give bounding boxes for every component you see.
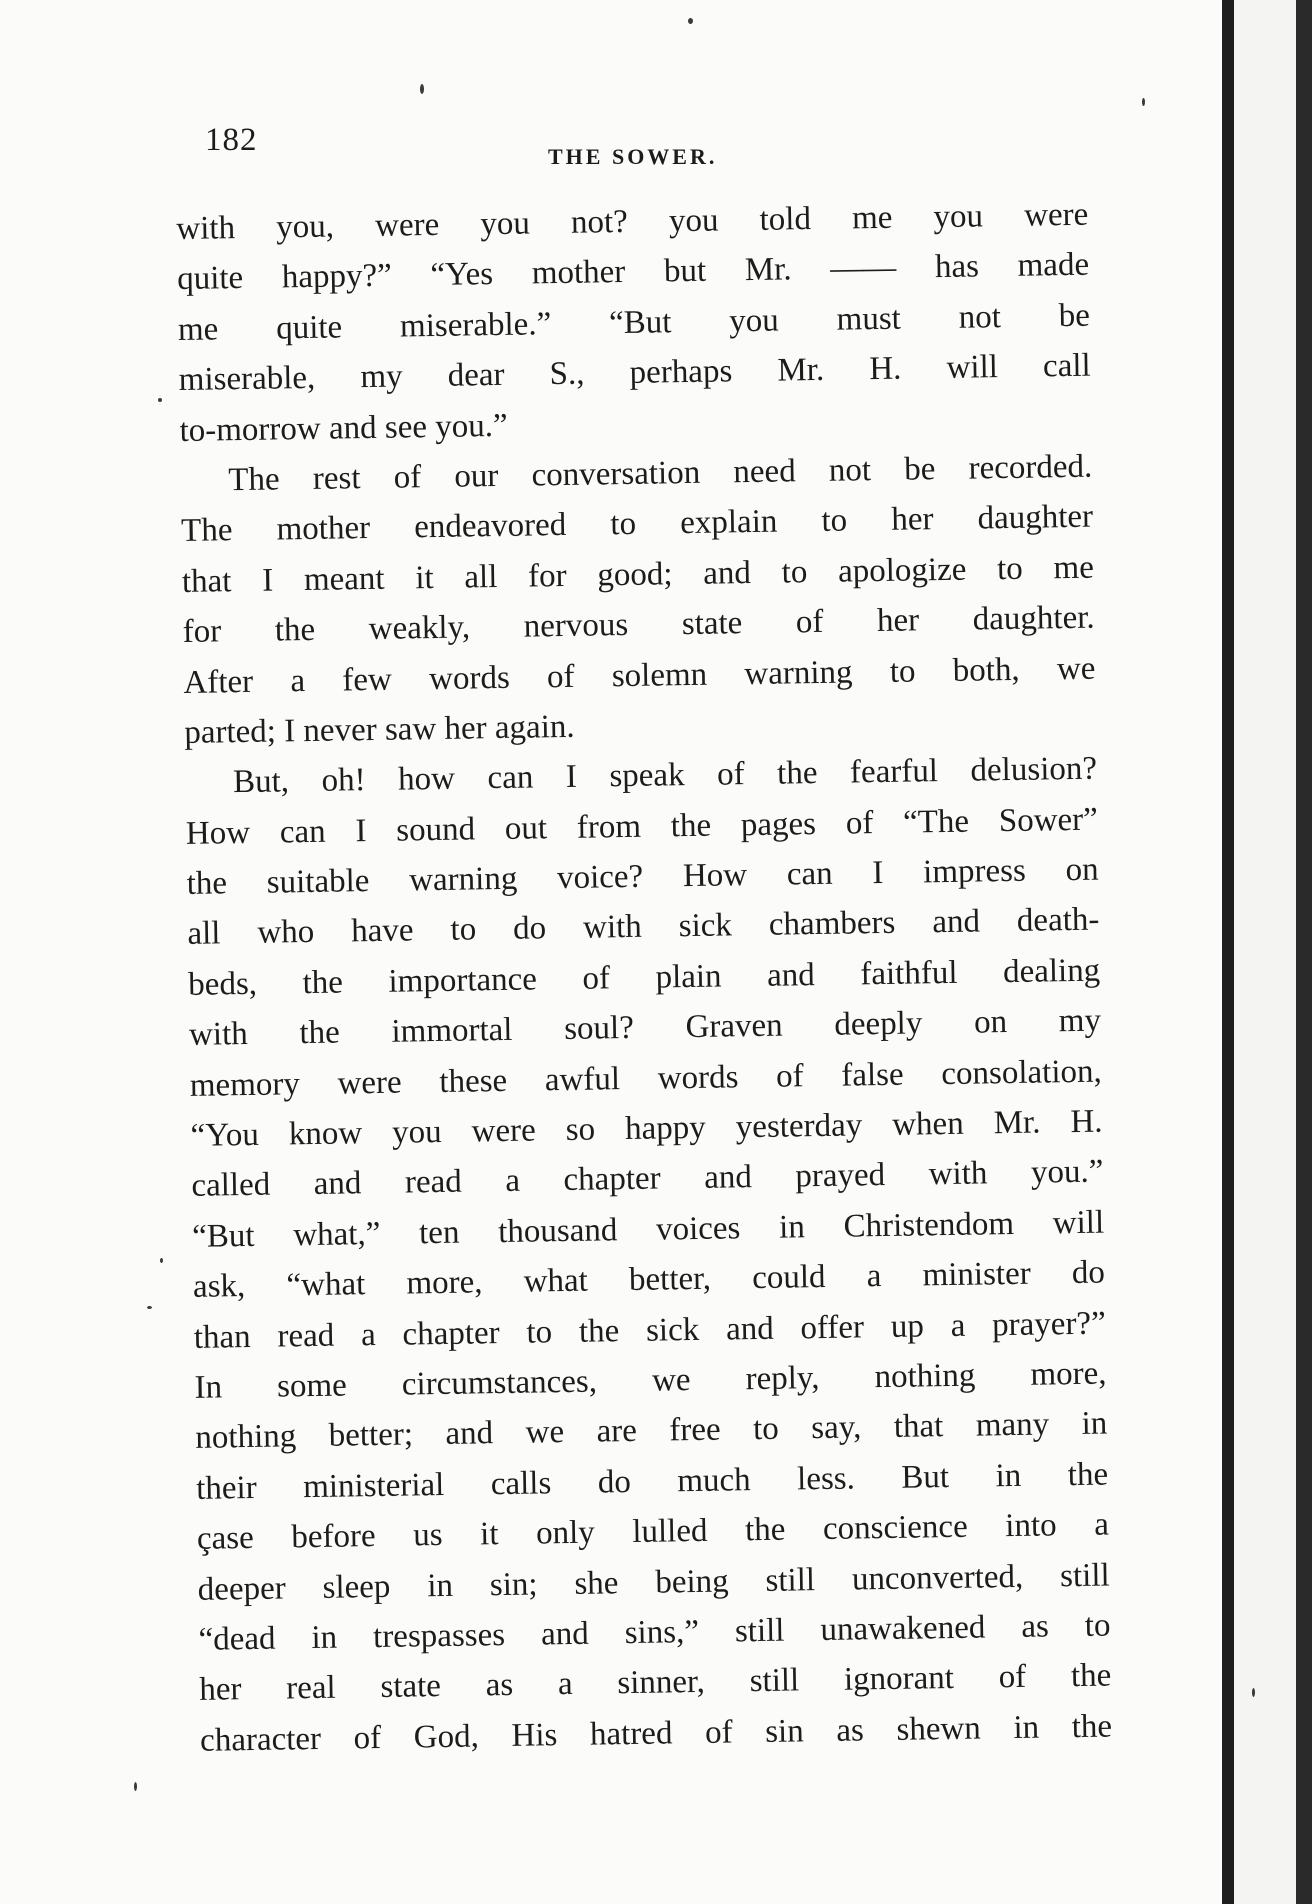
- text-line: miserable, my dear S., perhaps Mr. H. will call: [178, 347, 1091, 399]
- body-text: [176, 190, 1112, 1766]
- text-line: called and read a chapter and prayed with you.”: [191, 1153, 1104, 1205]
- page-edge-inner: [1222, 0, 1234, 1904]
- scan-speck: [158, 398, 162, 402]
- page-gap: [1234, 0, 1296, 1904]
- text-line: ask, “what more, what better, could a minister do: [192, 1254, 1106, 1306]
- text-line: “You know you were so happy yesterday when Mr. H.: [190, 1103, 1103, 1154]
- text-line: with the immortal soul? Graven deeply on my: [188, 1002, 1102, 1054]
- text-line: In some circumstances, we reply, nothing more,: [194, 1355, 1107, 1406]
- text-line: the suitable warning voice? How can I impress on: [186, 851, 1099, 902]
- text-line: their ministerial calls do much less. But in the: [195, 1456, 1109, 1507]
- text-line: “dead in trespasses and sins,” still unawakened as to: [198, 1607, 1111, 1658]
- text-line: memory were these awful words of false consolation,: [189, 1053, 1103, 1104]
- scan-speck: [688, 18, 693, 24]
- text-line: The mother endeavored to explain to her daughter: [180, 498, 1094, 550]
- text-line: character of God, His hatred of sin as shewn in the: [199, 1708, 1113, 1759]
- text-line: The rest of our conversation need not be recorded.: [228, 448, 1093, 499]
- text-line: beds, the importance of plain and faithful dealing: [187, 952, 1101, 1003]
- running-title: THE SOWER.: [548, 144, 718, 169]
- text-line: parted; I never saw her again.: [184, 708, 575, 751]
- scan-speck: [420, 84, 424, 94]
- text-line: “But what,” ten thousand voices in Christendom will: [191, 1204, 1105, 1255]
- scan-speck: [147, 1306, 152, 1309]
- text-line: But, oh! how can I speak of the fearful delusion?: [232, 750, 1098, 801]
- text-line: her real state as a sinner, still ignorant of the: [199, 1657, 1112, 1709]
- text-line: to-morrow and see you.”: [179, 407, 508, 449]
- text-line: for the weakly, nervous state of her daughter.: [182, 599, 1095, 651]
- scan-speck: [134, 1782, 137, 1791]
- page-number: 182: [205, 122, 258, 158]
- text-line: with you, were you not? you told me you were: [176, 196, 1089, 247]
- scan-speck: [1142, 98, 1145, 106]
- page-edge-outer: [1296, 0, 1312, 1904]
- text-line: After a few words of solemn warning to both, we: [183, 650, 1096, 701]
- text-line: deeper sleep in sin; she being still unconverted, still: [197, 1557, 1110, 1608]
- scan-speck: [160, 1258, 163, 1263]
- text-line: nothing better; and we are free to say, that many in: [195, 1405, 1108, 1457]
- text-line: quite happy?” “Yes mother but Mr. —— has made: [176, 247, 1090, 298]
- text-line: that I meant it all for good; and to apologize to me: [181, 549, 1095, 600]
- text-line: all who have to do with sick chambers and death-: [187, 902, 1100, 953]
- text-line: çase before us it only lulled the conscience into a: [196, 1506, 1110, 1557]
- text-line: me quite miserable.” “But you must not be: [177, 297, 1091, 348]
- text-line: than read a chapter to the sick and offer up a prayer?”: [193, 1305, 1106, 1356]
- scan-speck: [1252, 1688, 1255, 1697]
- text-line: How can I sound out from the pages of “The Sower”: [185, 801, 1099, 852]
